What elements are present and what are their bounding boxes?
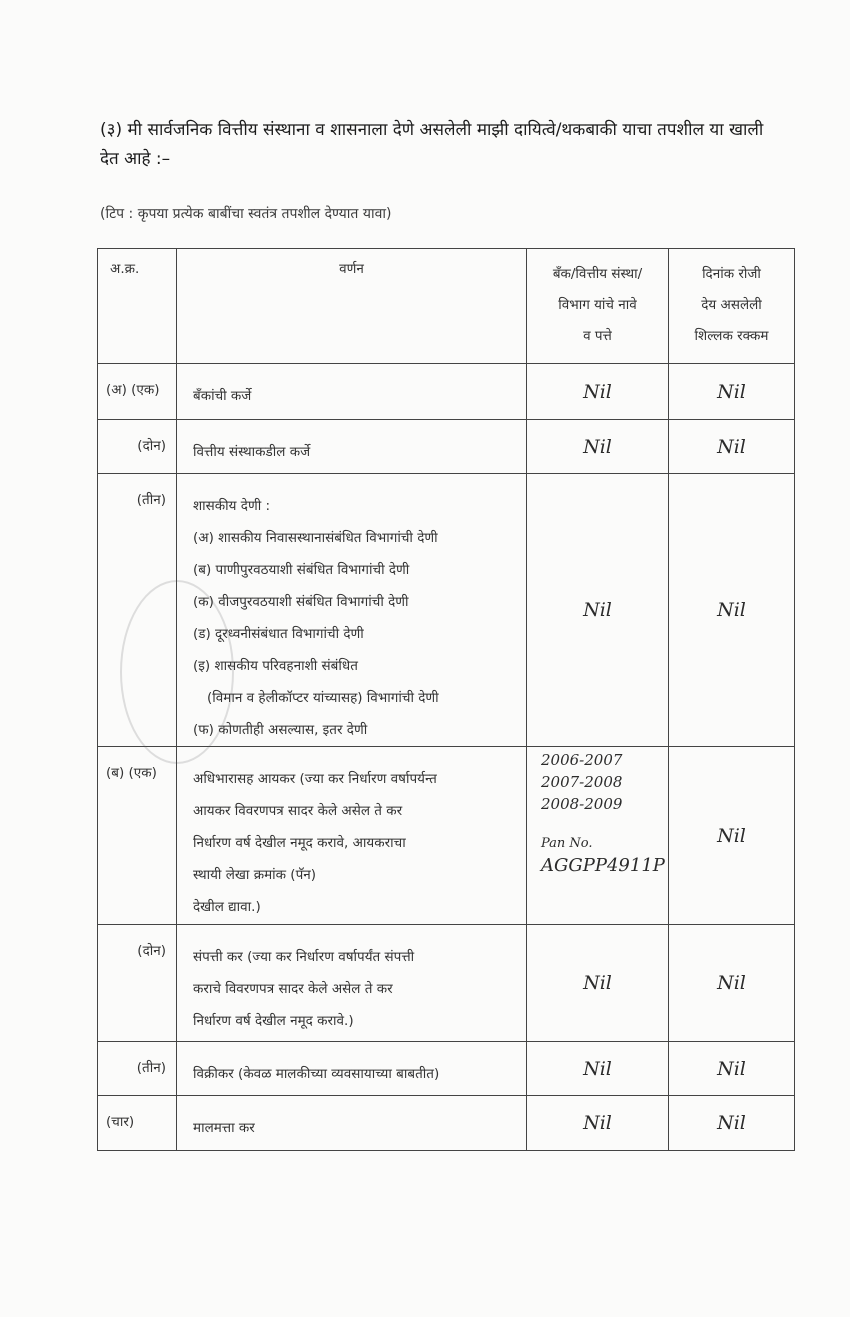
row-description-line: (ड) दूरध्वनीसंबंधात विभागांची देणी — [193, 626, 364, 642]
row-sr: (ब) (एक) — [98, 747, 177, 925]
row-balance-value: Nil — [669, 925, 795, 1042]
row-description-line: देखील द्यावा.) — [193, 899, 261, 915]
row-bank-value: Nil — [527, 1096, 669, 1151]
table-row — [98, 747, 795, 925]
row-description-line: (अ) शासकीय निवासस्थानासंबंधित विभागांची देणी — [193, 530, 438, 546]
row-description-line: (इ) शासकीय परिवहनाशी संबंधित — [193, 658, 358, 674]
table-header-row — [98, 249, 795, 364]
row-description — [177, 925, 527, 1042]
header-balance — [669, 249, 795, 364]
table-row — [98, 474, 795, 747]
header-bank — [527, 249, 669, 364]
row-balance-value: Nil — [669, 364, 795, 420]
table-row — [98, 364, 795, 420]
row-bank-value: Nil — [527, 474, 669, 747]
row-sr: (अ) (एक) — [98, 364, 177, 420]
pan-label: Pan No. — [541, 836, 593, 851]
header-balance-line: दिनांक रोजी — [702, 266, 761, 282]
row-description-line: शासकीय देणी : — [193, 498, 271, 514]
row-description-line: (फ) कोणतीही असल्यास, इतर देणी — [193, 722, 368, 738]
row-description-line: (विमान व हेलीकॉप्टर यांच्यासह) विभागांची देणी — [207, 690, 439, 706]
header-bank-line: विभाग यांचे नावे — [558, 297, 637, 313]
row-description-line: वित्तीय संस्थाकडील कर्जे — [193, 444, 311, 460]
row-sr: (दोन) — [98, 925, 177, 1042]
row-bank-value: Nil — [527, 364, 669, 420]
row-description-line: (ब) पाणीपुरवठयाशी संबंधित विभागांची देणी — [193, 562, 410, 578]
row-description — [177, 364, 527, 420]
header-sr: अ.क्र. — [98, 249, 177, 364]
row-balance-value: Nil — [669, 747, 795, 925]
row-sr: (दोन) — [98, 420, 177, 474]
row-balance-value: Nil — [669, 420, 795, 474]
row-description — [177, 474, 527, 747]
section-heading: (३) मी सार्वजनिक वित्तीय संस्थाना व शासनाला देणे असलेली माझी दायित्वे/थकबाकी याचा तपशील या खाली देत आहे :– — [100, 120, 764, 169]
row-description-line: संपत्ती कर (ज्या कर निर्धारण वर्षापर्यंत संपत्ती — [193, 949, 415, 965]
header-balance-line: देय असलेली — [701, 297, 762, 313]
table-row — [98, 925, 795, 1042]
table-row — [98, 420, 795, 474]
pan-number: AGGPP4911P — [541, 855, 665, 876]
table-row — [98, 1042, 795, 1096]
row-description — [177, 1042, 527, 1096]
row-bank-value: Nil — [527, 925, 669, 1042]
row-description — [177, 747, 527, 925]
row-description-line: निर्धारण वर्ष देखील नमूद करावे.) — [193, 1013, 354, 1029]
assessment-year: 2007-2008 — [541, 773, 623, 791]
liabilities-table — [97, 248, 795, 1151]
table-row — [98, 1096, 795, 1151]
row-sr: (तीन) — [98, 474, 177, 747]
row-description-line: (क) वीजपुरवठयाशी संबंधित विभागांची देणी — [193, 594, 409, 610]
row-balance-value: Nil — [669, 1096, 795, 1151]
assessment-year: 2006-2007 — [541, 751, 623, 769]
row-bank-value: Nil — [527, 1042, 669, 1096]
row-description-line: अधिभारासह आयकर (ज्या कर निर्धारण वर्षापर्यन्त — [193, 771, 437, 787]
header-bank-line: व पत्ते — [583, 328, 612, 344]
row-description-line: विक्रीकर (केवळ मालकीच्या व्यवसायाच्या बाबतीत) — [193, 1066, 440, 1082]
row-bank-value — [527, 747, 669, 925]
row-sr: (तीन) — [98, 1042, 177, 1096]
row-description-line: निर्धारण वर्ष देखील नमूद करावे, आयकराचा — [193, 835, 406, 851]
row-balance-value: Nil — [669, 474, 795, 747]
row-description — [177, 1096, 527, 1151]
row-bank-value: Nil — [527, 420, 669, 474]
header-balance-line: शिल्लक रक्कम — [694, 328, 769, 344]
header-description: वर्णन — [177, 249, 527, 364]
row-description-line: स्थायी लेखा क्रमांक (पॅन) — [193, 867, 316, 883]
note-text: (टिप : कृपया प्रत्येक बाबींचा स्वतंत्र तपशील देण्यात यावा) — [100, 206, 392, 222]
row-description — [177, 420, 527, 474]
row-balance-value: Nil — [669, 1042, 795, 1096]
row-sr: (चार) — [98, 1096, 177, 1151]
assessment-year: 2008-2009 — [541, 795, 623, 813]
row-description-line: मालमत्ता कर — [193, 1120, 255, 1136]
row-description-line: कराचे विवरणपत्र सादर केले असेल ते कर — [193, 981, 393, 997]
header-bank-line: बँक/वित्तीय संस्था/ — [552, 266, 643, 282]
row-description-line: बँकांची कर्जे — [193, 388, 252, 404]
row-description-line: आयकर विवरणपत्र सादर केले असेल ते कर — [193, 803, 403, 819]
